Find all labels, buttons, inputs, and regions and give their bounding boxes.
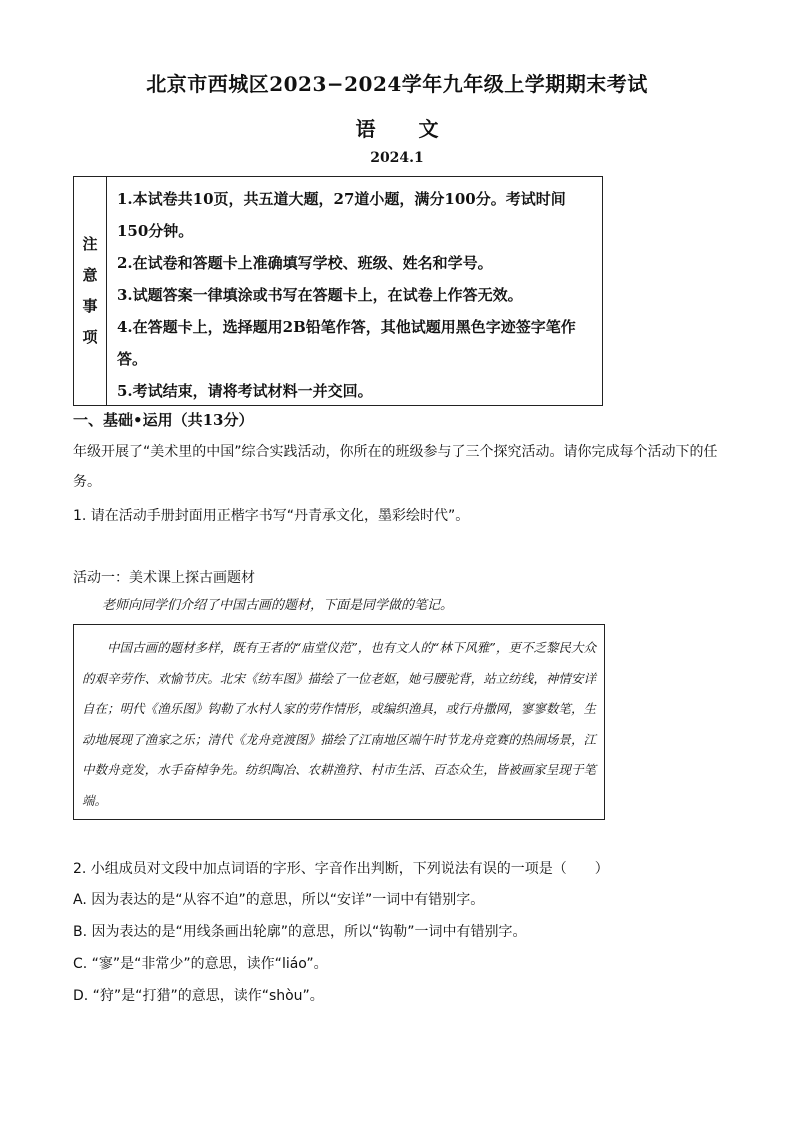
notice-heading	[74, 177, 107, 405]
section-heading: 一、基础•运用（共13分）	[73, 411, 254, 429]
notice-item: 2.在试卷和答题卡上准确填写学校、班级、姓名和学号。	[117, 254, 493, 272]
notice-heading-char: 事	[82, 297, 98, 315]
notice-heading-char: 意	[82, 266, 98, 284]
option-d: D. “狩”是“打猎”的意思，读作“shòu”。	[73, 988, 324, 1004]
option-a: A. 因为表达的是“从容不迫”的意思，所以“安详”一词中有错别字。	[73, 892, 485, 908]
notice-list	[107, 177, 602, 405]
notice-heading-char: 项	[82, 328, 98, 346]
section-intro: 年级开展了“美术里的中国”综合实践活动，你所在的班级参与了三个探究活动。请你完成每个活动下的任务。	[73, 444, 718, 490]
notice-item: 4.在答题卡上，选择题用2B铅笔作答，其他试题用黑色字迹签字笔作答。	[117, 318, 576, 368]
option-c: C. “寥”是“非常少”的意思，读作“liáo”。	[73, 956, 328, 972]
teacher-note: 老师向同学们介绍了中国古画的题材，下面是同学做的笔记。	[102, 598, 454, 613]
question-1: 1. 请在活动手册封面用正楷字书写“丹青承文化，墨彩绘时代”。	[73, 508, 470, 524]
option-b: B. 因为表达的是“用线条画出轮廓”的意思，所以“钩勒”一词中有错别字。	[73, 924, 527, 940]
notice-item: 3.试题答案一律填涂或书写在答题卡上，在试卷上作答无效。	[117, 286, 523, 304]
subject-title: 语 文	[355, 117, 439, 141]
student-notes: 中国古画的题材多样，既有王者的“庙堂仪范”，也有文人的“林下风雅”，更不乏黎民大众的艰辛劳作、欢愉节庆。北宋《纺车图》描绘了一位老妪，她弓腰驼背，站立纺线，神情安详自在；明代《渔乐图》钩勒了水村人家的劳作情形，或编织渔具，或行舟撒网，寥寥数笔，生动地展现了渔家之乐；清代《龙舟竞渡图》描绘了江南地区端午时节龙舟竞赛的热闹场景，江中数舟竞发，水手奋棹争先。纺织陶冶、农耕渔狩、村市生活、百态众生，皆被画家呈现于笔端。	[73, 624, 605, 820]
notice-item: 5.考试结束，请将考试材料一并交回。	[117, 382, 373, 400]
exam-date: 2024.1	[370, 150, 424, 166]
question-2: 2. 小组成员对文段中加点词语的字形、字音作出判断，下列说法有误的一项是（ ）	[73, 861, 609, 877]
notice-box	[73, 176, 603, 406]
notice-item: 1.本试卷共10页，共五道大题，27道小题，满分100分。考试时间150分钟。	[117, 190, 566, 240]
activity-1-title: 活动一：美术课上探古画题材	[73, 570, 255, 586]
notice-heading-char: 注	[82, 235, 98, 253]
exam-title: 北京市西城区2023−2024学年九年级上学期期末考试	[146, 72, 648, 96]
